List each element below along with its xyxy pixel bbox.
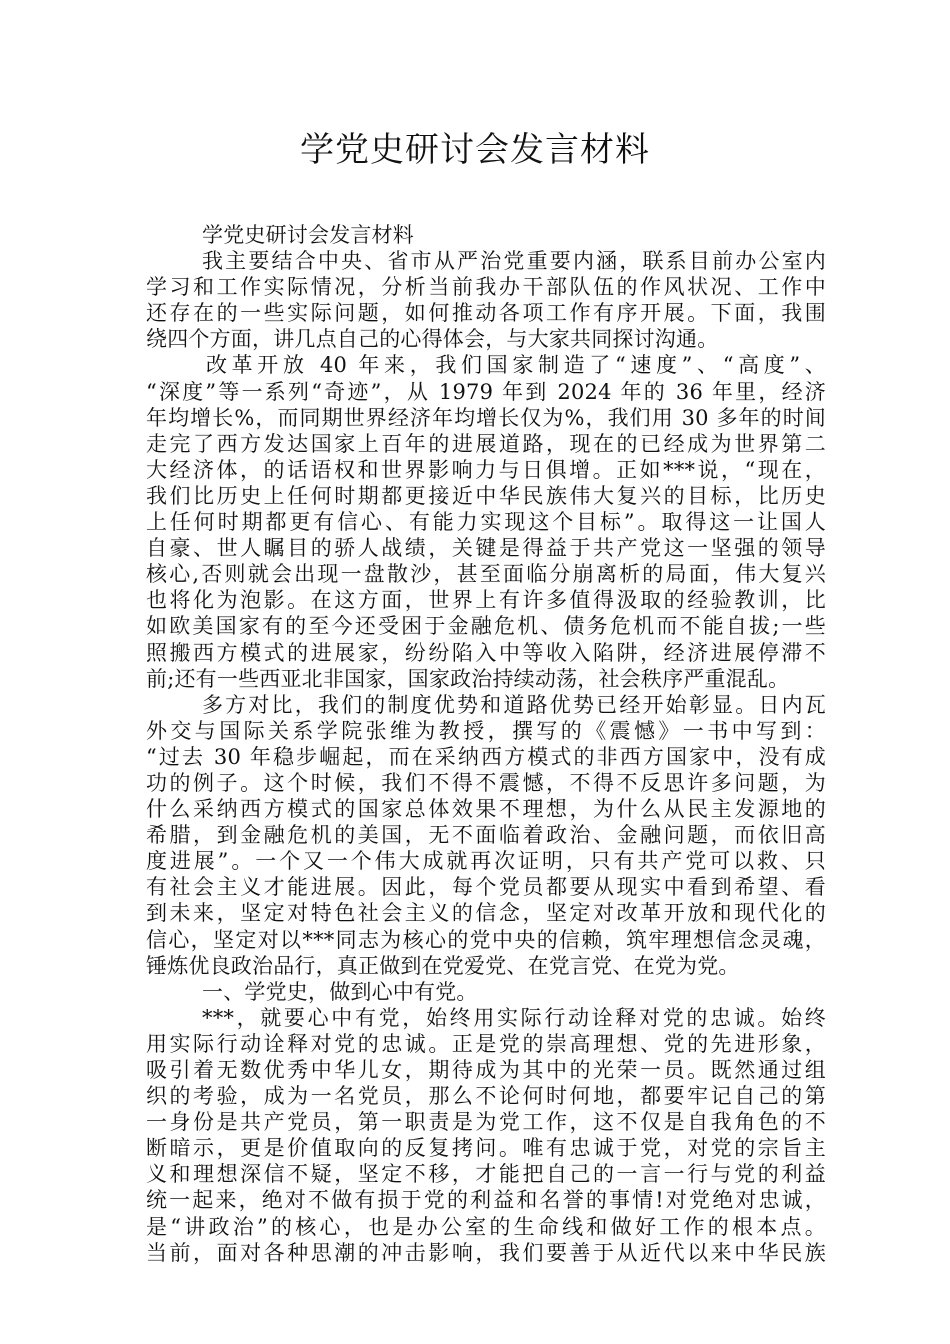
body-line: 自豪、世人瞩目的骄人战绩，关键是得益于共产党这一坚强的领导 [146, 536, 826, 561]
body-line: 外交与国际关系学院张维为教授，撰写的《震憾》一书中写到： [146, 718, 826, 743]
body-line: 我主要结合中央、省市从严治党重要内涵，联系目前办公室内 [202, 249, 826, 274]
body-line: 到未来，坚定对特色社会主义的信念，坚定对改革开放和现代化的 [146, 901, 826, 926]
body-line: “过去 30 年稳步崛起，而在采纳西方模式的非西方国家中，没有成 [146, 744, 826, 769]
body-line: 改革开放 40 年来，我们国家制造了“速度”、“高度”、 [206, 353, 826, 378]
document-body [146, 222, 826, 1266]
body-line: 多方对比，我们的制度优势和道路优势已经开始彰显。日内瓦 [202, 692, 826, 717]
body-line: 统一起来，绝对不做有损于党的利益和名誉的事情!对党绝对忠诚， [146, 1188, 826, 1213]
section-heading: 一、学党史，做到心中有党。 [202, 979, 478, 1004]
body-line: 照搬西方模式的进展家，纷纷陷入中等收入陷阱，经济进展停滞不 [146, 640, 826, 665]
body-line: 织的考验，成为一名党员，那么不论何时何地，都要牢记自己的第 [146, 1084, 826, 1109]
document-title: 学党史研讨会发言材料 [300, 130, 650, 170]
body-line: 功的例子。这个时候，我们不得不震憾，不得不反思许多问题，为 [146, 770, 826, 795]
body-line: 锤炼优良政治品行，真正做到在党爱党、在党言党、在党为党。 [146, 953, 740, 978]
body-line: 也将化为泡影。在这方面，世界上有许多值得汲取的经验教训，比 [146, 588, 826, 613]
body-subtitle: 学党史研讨会发言材料 [202, 223, 414, 247]
body-line: 大经济体，的话语权和世界影响力与日俱增。正如***说，“现在， [146, 457, 826, 482]
body-line: 如欧美国家有的至今还受困于金融危机、债务危机而不能自拔;一些 [146, 614, 826, 639]
body-line: 上任何时期都更有信心、有能力实现这个目标”。取得这一让国人 [146, 510, 826, 535]
body-line: 还存在的一些实际问题，如何推动各项工作有序开展。下面，我围 [146, 301, 826, 326]
body-line: 度进展”。一个又一个伟大成就再次证明，只有共产党可以救、只 [146, 849, 826, 874]
body-line: 一身份是共产党员，第一职责是为党工作，这不仅是自我角色的不 [146, 1110, 826, 1135]
body-line: 前;还有一些西亚北非国家，国家政治持续动荡，社会秩序严重混乱。 [146, 666, 790, 691]
body-line: 是“讲政治”的核心，也是办公室的生命线和做好工作的根本点。 [146, 1214, 826, 1239]
body-line: 信心，坚定对以***同志为核心的党中央的信赖，筑牢理想信念灵魂， [146, 927, 826, 952]
body-line: 断暗示，更是价值取向的反复拷问。唯有忠诚于党，对党的宗旨主 [146, 1136, 826, 1161]
body-line: 用实际行动诠释对党的忠诚。正是党的崇高理想、党的先进形象， [146, 1031, 826, 1056]
body-line: “深度”等一系列“奇迹”，从 1979 年到 2024 年的 36 年里，经济 [146, 379, 826, 404]
body-line: 学习和工作实际情况，分析当前我办干部队伍的作风状况、工作中 [146, 275, 826, 300]
body-line: 我们比历史上任何时期都更接近中华民族伟大复兴的目标，比历史 [146, 483, 826, 508]
body-line: 走完了西方发达国家上百年的进展道路，现在的已经成为世界第二 [146, 431, 826, 456]
body-line: 年均增长%，而同期世界经济年均增长仅为%，我们用 30 多年的时间 [146, 405, 826, 430]
body-line: 吸引着无数优秀中华儿女，期待成为其中的光荣一员。既然通过组 [146, 1058, 826, 1082]
body-line: 绕四个方面，讲几点自己的心得体会，与大家共同探讨沟通。 [146, 327, 719, 352]
body-line: 当前，面对各种思潮的冲击影响，我们要善于从近代以来中华民族 [146, 1240, 826, 1265]
body-line: 义和理想深信不疑，坚定不移，才能把自己的一言一行与党的利益 [146, 1162, 826, 1187]
body-line: 希腊，到金融危机的美国，无不面临着政治、金融问题，而依旧高 [146, 823, 826, 848]
body-line: 核心,否则就会出现一盘散沙，甚至面临分崩离析的局面，伟大复兴 [146, 562, 826, 587]
body-line: 什么采纳西方模式的国家总体效果不理想，为什么从民主发源地的 [146, 797, 826, 822]
body-line: ***，就要心中有党，始终用实际行动诠释对党的忠诚。始终 [202, 1005, 826, 1030]
body-line: 有社会主义才能进展。因此，每个党员都要从现实中看到希望、看 [146, 875, 826, 900]
